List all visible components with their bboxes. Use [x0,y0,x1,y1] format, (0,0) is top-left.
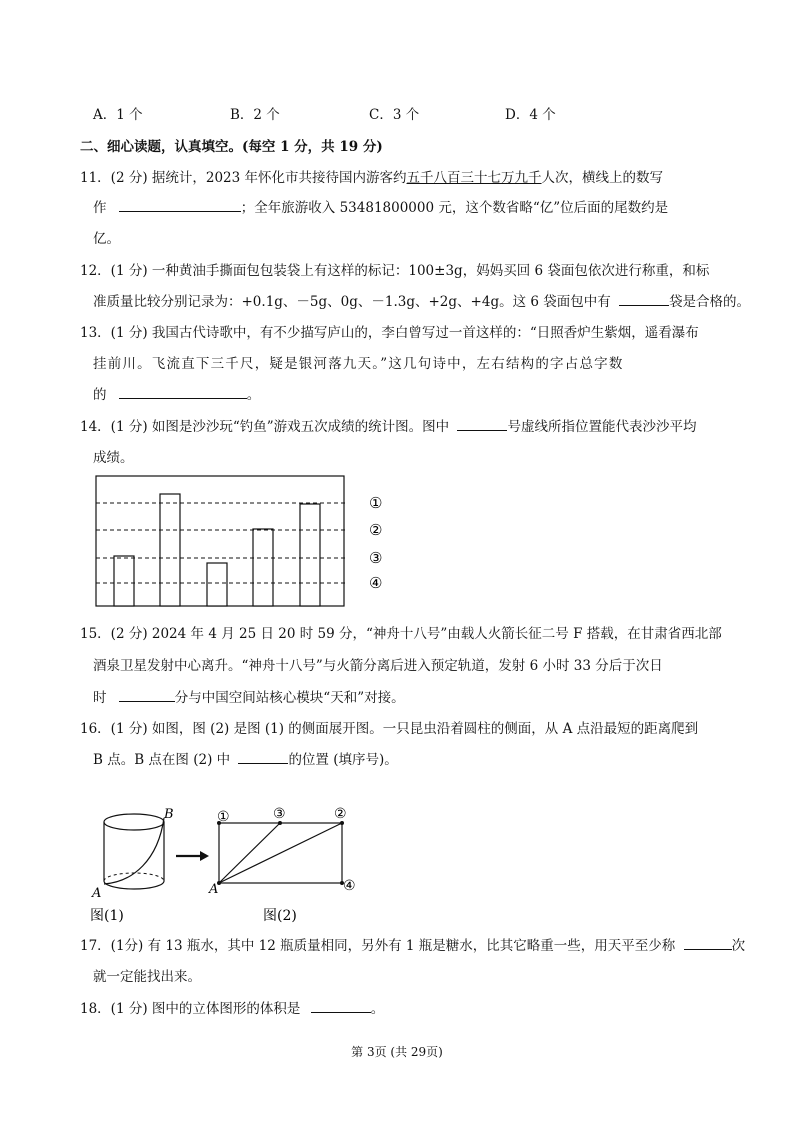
cylinder-top [104,814,164,830]
q15-blank[interactable] [119,689,175,702]
bar-2 [160,494,180,606]
q16-line1: 16．(1 分) 如图，图 (2) 是图 (1) 的侧面展开图。一只昆虫沿着圆柱的侧面，从 A 点沿最短的距离爬到 [80,721,699,737]
bar-5 [300,504,320,606]
q17-text-end: 次 [731,938,746,954]
q17-blank[interactable] [684,937,732,950]
q14-line1 [80,415,696,435]
arrow-head [200,851,209,861]
q17-text: 17．(1分) 有 13 瓶水，其中 12 瓶质量相同，另外有 1 瓶是糖水，比其它略重一些，用天平至少称 [80,938,676,954]
q14-line2: 成绩。 [93,450,134,466]
q10-option-c: C．3 个 [369,107,420,123]
q18-blank[interactable] [311,1000,371,1013]
bar-4 [253,529,273,606]
cylinder-point-a: A [92,886,102,901]
q11-line1 [80,166,663,186]
q12-text: 准质量比较分别记录为：+0.1g、－5g、0g、－1.3g、+2g、+4g。这 6 袋面包中有 [93,294,611,310]
q18-text-end: 。 [370,1001,385,1017]
q16-text-end: 的位置 (填序号)。 [288,752,398,768]
q18-text: 18．(1 分) 图中的立体图形的体积是 [80,1001,301,1017]
label-circle-2: ② [334,806,347,822]
q13-line1: 13．(1 分) 我国古代诗歌中，有不少描写庐山的，李白曾写过一首这样的：“日照香炉生紫烟，遥看瀑布 [80,325,699,341]
section2-title: 二、细心读题，认真填空。(每空 1 分，共 19 分) [80,139,383,155]
label-circle-1: ① [217,809,230,825]
q15-line2: 酒泉卫星发射中心离升。“神舟十八号”与火箭分离后进入预定轨道，发射 6 小时 33 分后于次日 [93,658,663,674]
fig2-label: 图(2) [263,908,297,924]
q11-blank-1[interactable] [119,199,241,212]
q13-line3 [93,383,260,403]
dashed-label-1: ① [369,494,383,512]
unfold-point-a: A [209,882,219,897]
q10-option-d: D．4 个 [505,107,556,123]
dashed-label-4: ④ [369,574,383,592]
q11-text-rest: 人次，横线上的数写 [541,170,664,186]
label-circle-3: ③ [273,806,286,822]
q11-text: 11．(2 分) 据统计，2023 年怀化市共接待国内游客约 [80,170,407,186]
q12-blank[interactable] [619,293,669,306]
q14-text: 14．(1 分) 如图是沙沙玩“钓鱼”游戏五次成绩的统计图。图中 [80,419,450,435]
q13-blank[interactable] [119,386,247,399]
q16-blank[interactable] [238,751,288,764]
q13-text-end: 。 [246,387,261,403]
q15-text-end: 分与中国空间站核心模块“天和”对接。 [174,690,405,706]
q16-line2 [93,748,398,768]
q12-line1: 12．(1 分) 一种黄油手撕面包包装袋上有这样的标记：100±3g，妈妈买回 6 袋面包依次进行称重，和标 [80,263,710,279]
bar-3 [207,563,227,606]
fig1-label: 图(1) [90,908,124,924]
q14-blank[interactable] [457,418,507,431]
dashed-label-2: ② [369,521,383,539]
q17-line2: 就一定能找出来。 [93,969,201,985]
q12-line2 [93,290,750,310]
page-footer: 第 3页 (共 29页) [351,1045,443,1059]
q18-line1 [80,997,384,1017]
q10-option-a: A．1 个 [93,107,143,123]
q15-line3 [93,686,405,706]
q13-line2: 挂前川。飞流直下三千尺，疑是银河落九天。”这几句诗中，左右结构的字占总字数 [93,356,624,372]
q17-line1 [80,934,745,954]
q15-line1: 15．(2 分) 2024 年 4 月 25 日 20 时 59 分，“神舟十八号”由载人火箭长征二号 F 搭载，在甘肃省西北部 [80,626,722,642]
line-a-to-2 [219,823,342,883]
q16-cylinder-figure [88,800,378,930]
cylinder-point-b: B [164,807,174,822]
q11-text-zuo: 作 [93,200,107,216]
q16-text: B 点。B 点在图 (2) 中 [93,752,231,768]
bar-1 [114,556,134,606]
q13-text: 的 [93,387,107,403]
q11-text-2: ；全年旅游收入 53481800000 元，这个数省略“亿”位后面的尾数约是 [240,200,669,216]
q11-line3: 亿。 [93,231,120,247]
label-circle-4: ④ [343,878,356,894]
q10-option-b: B．2 个 [230,107,280,123]
q12-text-end: 袋是合格的。 [669,294,751,310]
q11-line2 [93,196,668,216]
q11-underlined-number: 五千八百三十七万九千 [406,170,542,186]
q14-text-end: 号虚线所指位置能代表沙沙平均 [507,419,697,435]
q15-text: 时 [93,690,107,706]
q14-score-figure [90,470,400,610]
line-a-to-3 [219,823,280,883]
dashed-label-3: ③ [369,549,383,567]
